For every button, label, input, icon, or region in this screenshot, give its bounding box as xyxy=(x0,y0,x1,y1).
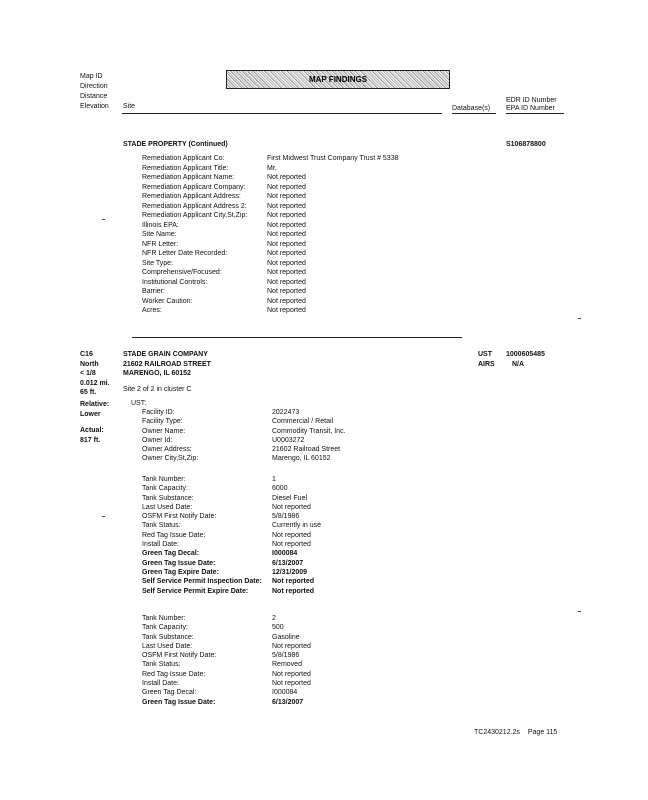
detail-value: Diesel Fuel xyxy=(272,494,308,502)
footer-report-id: TC2430212.2s xyxy=(474,729,520,736)
detail-label: Site Type: xyxy=(142,259,174,267)
detail-value: I000084 xyxy=(272,550,298,558)
detail-value: Marengo, IL 60152 xyxy=(272,455,331,463)
detail-value: Not reported xyxy=(267,259,306,267)
detail-value: I000084 xyxy=(272,689,298,697)
footer-page-label: Page 115 xyxy=(527,729,558,736)
detail-label: Tank Substance: xyxy=(142,494,194,502)
database-ust: UST xyxy=(478,351,492,358)
facility-details xyxy=(142,408,346,464)
detail-value: Not reported xyxy=(267,288,306,295)
header-rule-database xyxy=(452,113,496,114)
detail-value: Not reported xyxy=(267,297,306,305)
section2-databases xyxy=(478,350,495,369)
detail-label: Remediation Applicant Name: xyxy=(142,174,235,181)
header-database-label: Database(s) xyxy=(452,105,491,112)
detail-label: Comprehensive/Focused: xyxy=(142,269,222,276)
distance-mi: 0.012 mi. xyxy=(80,379,110,387)
section1-label-column xyxy=(142,154,257,316)
detail-label: Tank Number: xyxy=(142,615,186,622)
database-airs: AIRS xyxy=(478,360,495,368)
site-street: 21602 RAILROAD STREET xyxy=(123,360,211,368)
scan-mark xyxy=(102,516,105,517)
detail-label: NFR Letter: xyxy=(142,240,179,248)
detail-label: Acres: xyxy=(142,307,162,314)
detail-label: Owner City,St,Zip: xyxy=(142,455,199,463)
detail-label: NFR Letter Date Recorded: xyxy=(142,250,228,257)
scan-mark xyxy=(102,219,105,220)
detail-label: Green Tag Decal: xyxy=(142,550,200,558)
section2-ids xyxy=(506,350,545,369)
section1-details xyxy=(142,154,399,316)
detail-value: Removed xyxy=(272,661,302,669)
detail-value: First Midwest Trust Company Trust # 5338 xyxy=(267,155,399,162)
detail-label: Owner Id: xyxy=(142,436,173,444)
detail-value: U0003272 xyxy=(272,436,305,444)
section2-left-info xyxy=(80,350,110,398)
detail-label: OSFM First Notify Date: xyxy=(142,652,217,660)
detail-value: Not reported xyxy=(267,202,306,210)
detail-value: Not reported xyxy=(267,212,306,219)
detail-label: Remediation Applicant Company: xyxy=(142,183,246,191)
detail-label: Remediation Applicant Address 2: xyxy=(142,202,247,210)
detail-value: Not reported xyxy=(272,578,314,586)
map-id: C16 xyxy=(80,351,93,358)
detail-value: 6/13/2007 xyxy=(272,698,304,706)
detail-value: 2 xyxy=(272,615,276,622)
detail-value: 6000 xyxy=(272,485,288,493)
detail-label: Worker Caution: xyxy=(142,297,193,305)
section1-edr-id: S106878800 xyxy=(506,141,546,148)
section-separator xyxy=(132,337,462,338)
detail-label: Remediation Applicant Co: xyxy=(142,155,225,162)
detail-value: Not reported xyxy=(267,174,306,181)
detail-value: Currently in use xyxy=(272,522,322,530)
detail-label: Tank Capacity: xyxy=(142,485,188,493)
detail-label: Tank Status: xyxy=(142,661,181,669)
scan-mark xyxy=(578,318,581,319)
detail-value: Not reported xyxy=(267,193,306,200)
detail-label: Install Date: xyxy=(142,680,179,688)
header-map-id-label: Map ID xyxy=(80,73,103,80)
detail-label: Tank Number: xyxy=(142,476,186,483)
detail-value: 2022473 xyxy=(272,409,300,416)
detail-value: Not reported xyxy=(272,503,311,511)
detail-label: Red Tag Issue Date: xyxy=(142,670,206,678)
ust-heading: UST: xyxy=(131,400,147,407)
detail-label: Remediation Applicant City,St,Zip: xyxy=(142,212,248,219)
detail-label: Institutional Controls: xyxy=(142,278,208,286)
detail-label: Green Tag Expire Date: xyxy=(142,568,219,576)
detail-value: Not reported xyxy=(267,221,306,229)
site-city-state-zip: MARENGO, IL 60152 xyxy=(123,370,191,377)
detail-value: 6/13/2007 xyxy=(272,559,304,567)
detail-value: Not reported xyxy=(272,531,311,539)
detail-label: Green Tag Decal: xyxy=(142,689,197,697)
detail-value: Not reported xyxy=(272,541,311,549)
detail-label: Green Tag Issue Date: xyxy=(142,559,216,567)
detail-value: Not reported xyxy=(267,183,306,191)
detail-value: Not reported xyxy=(267,278,306,286)
detail-value: Not reported xyxy=(272,587,314,595)
detail-value: 500 xyxy=(272,624,284,632)
relative-value: Lower xyxy=(80,410,101,418)
actual-label: Actual: xyxy=(80,427,104,434)
detail-label: Green Tag Issue Date: xyxy=(142,698,216,706)
detail-label: Self Service Permit Expire Date: xyxy=(142,587,249,595)
distance-ft: 65 ft. xyxy=(80,389,97,396)
section2-epa-id: N/A xyxy=(512,360,525,368)
header-rule-site xyxy=(122,113,442,114)
header-elevation-label: Elevation xyxy=(80,103,109,110)
detail-label: Self Service Permit Inspection Date: xyxy=(142,578,262,586)
detail-value: Not reported xyxy=(272,670,311,678)
distance-range: < 1/8 xyxy=(80,370,96,377)
detail-label: Red Tag Issue Date: xyxy=(142,531,206,539)
header-site-label: Site xyxy=(123,103,136,110)
header-direction-label: Direction xyxy=(80,83,108,90)
detail-label: Last Used Date: xyxy=(142,503,193,511)
detail-value: Not reported xyxy=(267,250,306,257)
actual-elevation xyxy=(80,426,104,445)
detail-value: Not reported xyxy=(267,240,306,248)
header-left-labels xyxy=(80,72,109,112)
detail-value: Not reported xyxy=(267,307,306,314)
detail-value: Commercial / Retail xyxy=(272,418,334,426)
detail-label: Install Date: xyxy=(142,541,179,549)
detail-label: Tank Capacity: xyxy=(142,624,188,632)
detail-label: OSFM First Notify Date: xyxy=(142,513,217,521)
header-edr-id-label: EDR ID Number xyxy=(506,97,557,104)
section2-site-info xyxy=(123,350,211,379)
tank-1-details xyxy=(142,475,321,596)
map-findings-banner xyxy=(226,70,450,89)
section1-title: STADE PROPERTY (Continued) xyxy=(123,141,228,148)
site-name: STADE GRAIN COMPANY xyxy=(123,351,208,358)
detail-label: Illinois EPA: xyxy=(142,221,179,229)
relative-elevation xyxy=(80,400,109,419)
detail-value: Not reported xyxy=(267,231,306,238)
detail-label: Tank Status: xyxy=(142,522,181,530)
section2-edr-id: 1000605485 xyxy=(506,351,545,358)
detail-value: Not reported xyxy=(272,642,311,650)
header-distance-label: Distance xyxy=(80,93,108,100)
detail-label: Last Used Date: xyxy=(142,642,193,650)
detail-label: Remediation Applicant Title: xyxy=(142,164,229,172)
detail-value: Not reported xyxy=(267,269,306,276)
detail-label: Barrier: xyxy=(142,288,165,295)
detail-value: 21602 Railroad Street xyxy=(272,446,341,454)
detail-value: Not reported xyxy=(272,680,311,688)
direction: North xyxy=(80,360,99,368)
detail-value: 12/31/2009 xyxy=(272,568,308,576)
detail-value: Commodity Transit, Inc. xyxy=(272,427,346,435)
detail-label: Owner Name: xyxy=(142,427,186,435)
footer xyxy=(474,728,557,738)
header-epa-id-label: EPA ID Number xyxy=(506,105,555,112)
header-rule-ids xyxy=(506,113,564,114)
detail-label: Remediation Applicant Address: xyxy=(142,193,241,200)
banner-title: MAP FINDINGS xyxy=(308,75,368,84)
cluster-note: Site 2 of 2 in cluster C xyxy=(123,386,192,393)
detail-label: Owner Address: xyxy=(142,446,192,454)
detail-value: 5/8/1986 xyxy=(272,652,300,660)
section1-value-column xyxy=(267,154,399,316)
actual-value: 817 ft. xyxy=(80,436,101,444)
relative-label: Relative: xyxy=(80,401,110,408)
detail-value: 1 xyxy=(272,476,276,483)
detail-label: Facility Type: xyxy=(142,418,183,426)
scan-mark xyxy=(578,611,581,612)
detail-value: Gasoline xyxy=(272,633,300,641)
tank-2-details xyxy=(142,614,311,707)
detail-label: Tank Substance: xyxy=(142,633,194,641)
detail-value: Mr. xyxy=(267,164,277,172)
detail-label: Site Name: xyxy=(142,231,177,238)
detail-value: 5/8/1986 xyxy=(272,513,300,521)
detail-label: Facility ID: xyxy=(142,409,175,416)
